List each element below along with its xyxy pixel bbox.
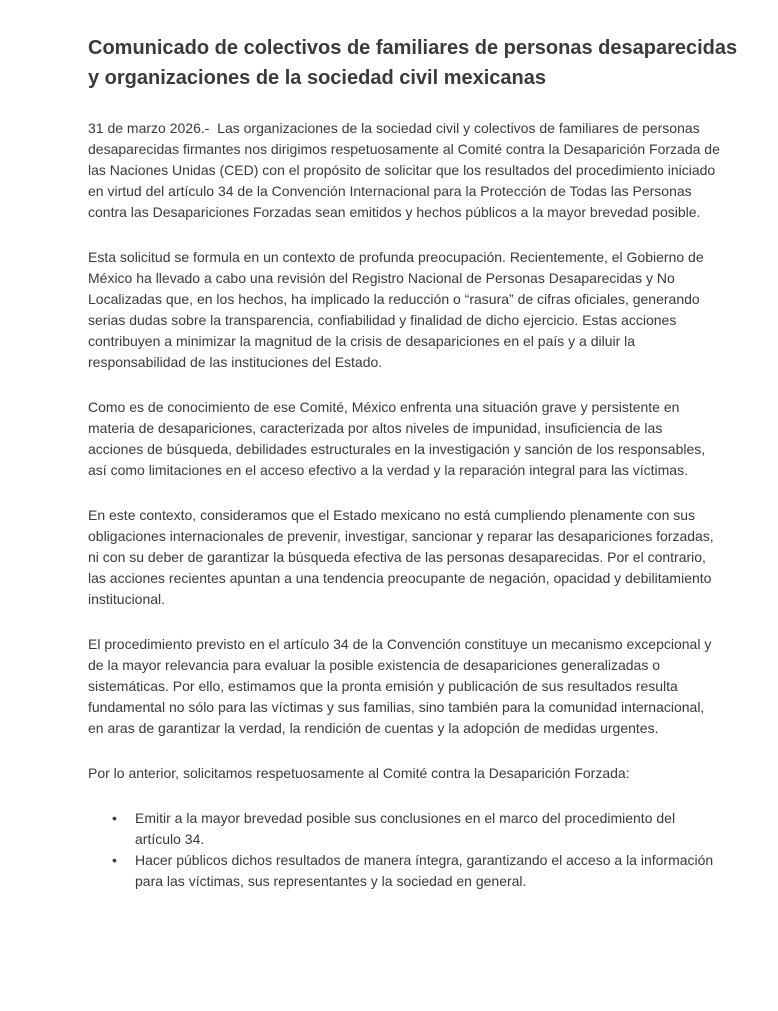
- paragraph-date-request: 31 de marzo 2026.- Las organizaciones de la sociedad civil y colectivos de familiares de personas desaparecidas firmantes nos dirigimos respetuosamente al Comité contra la Desaparición Forzada de las Naciones Unidas (CED) con el propósito de solicitar que los resultados del procedimiento iniciado en virtud del artículo 34 de la Convención Internacional para la Protección de Todas las Personas contra las Desapariciones Forzadas sean emitidos y hechos públicos a la mayor brevedad posible.: [88, 120, 724, 220]
- paragraph-article-34: El procedimiento previsto en el artículo 34 de la Convención constituye un mecanismo excepcional y de la mayor relevancia para evaluar la posible existencia de desapariciones generalizadas o sistemáticas. Por ello, estimamos que la pronta emisión y publicación de sus resultados resulta fundamental no sólo para las víctimas y sus familias, sino también para la comunidad internacional, en aras de garantizar la verdad, la rendición de cuentas y la adopción de medidas urgentes.: [88, 636, 716, 736]
- document-title: [88, 33, 738, 93]
- paragraph-context-concern: Esta solicitud se formula en un contexto de profunda preocupación. Recientemente, el Gobierno de México ha llevado a cabo una revisión del Registro Nacional de Personas Desaparecidas y No Localizadas que, en los hechos, ha implicado la reducción o “rasura” de cifras oficiales, generando serias dudas sobre la transparencia, confiabilidad y finalidad de dicho ejercicio. Estas acciones contribuyen a minimizar la magnitud de la crisis de desapariciones en el país y a diluir la responsabilidad de las instituciones del Estado.: [88, 249, 708, 370]
- title-line-1: Comunicado de colectivos de familiares de personas desaparecidas: [88, 37, 738, 59]
- paragraph-request-intro: Por lo anterior, solicitamos respetuosamente al Comité contra la Desaparición Forzada:: [88, 765, 630, 781]
- list-item-text: Hacer públicos dichos resultados de manera íntegra, garantizando el acceso a la información para las víctimas, sus representantes y la sociedad en general.: [135, 852, 714, 889]
- list-item-text: Emitir a la mayor brevedad posible sus conclusiones en el marco del procedimiento del artículo 34.: [135, 810, 676, 847]
- title-line-2: y organizaciones de la sociedad civil mexicanas: [88, 67, 546, 89]
- request-list: [88, 808, 720, 892]
- bullet-icon: •: [112, 810, 117, 826]
- list-item: [88, 850, 720, 892]
- bullet-icon: •: [112, 852, 117, 868]
- paragraph-state-obligations: En este contexto, consideramos que el Estado mexicano no está cumpliendo plenamente con sus obligaciones internacionales de prevenir, investigar, sancionar y reparar las desapariciones forzadas, ni con su deber de garantizar la búsqueda efectiva de las personas desaparecidas. Por el contrario, las acciones recientes apuntan a una tendencia preocupante de negación, opacidad y debilitamiento institucional.: [88, 507, 718, 607]
- list-item: [88, 808, 720, 850]
- paragraph-situation: Como es de conocimiento de ese Comité, México enfrenta una situación grave y persistente en materia de desapariciones, caracterizada por altos niveles de impunidad, insuficiencia de las acciones de búsqueda, debilidades estructurales en la investigación y sanción de los responsables, así como limitaciones en el acceso efectivo a la verdad y la reparación integral para las víctimas.: [88, 399, 710, 478]
